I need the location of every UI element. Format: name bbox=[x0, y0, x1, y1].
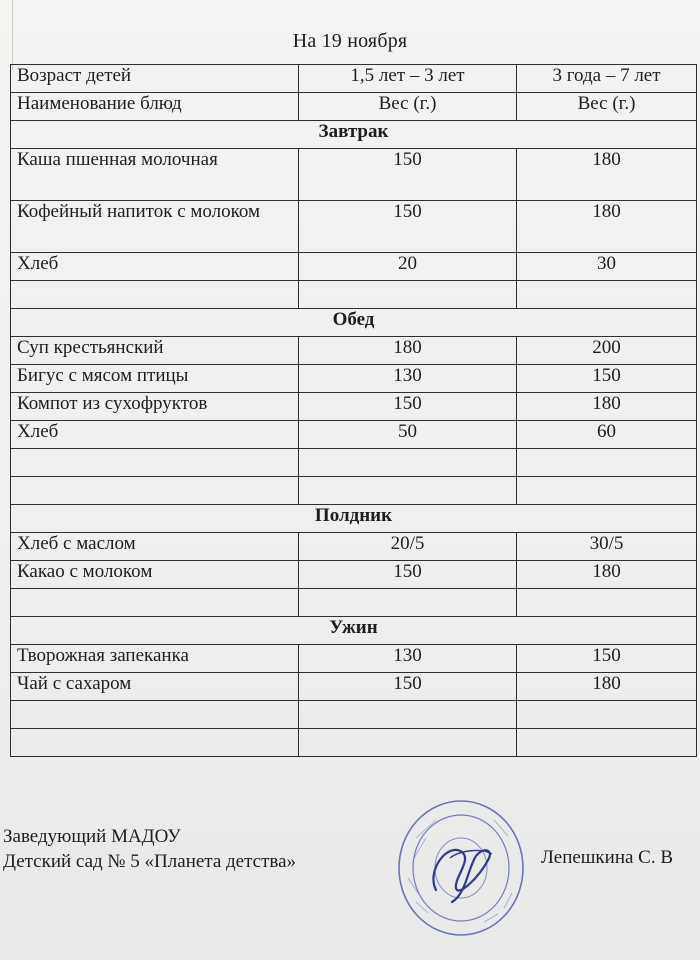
section-row bbox=[11, 617, 697, 645]
dish-row bbox=[11, 393, 697, 421]
weight-older-cell bbox=[517, 729, 697, 757]
dish-row bbox=[11, 477, 697, 505]
dish-name-cell: Компот из сухофруктов bbox=[11, 393, 299, 421]
dish-row bbox=[11, 673, 697, 701]
footer-signatory: Лепешкина С. В bbox=[541, 847, 674, 868]
weight-young-cell: 150 bbox=[299, 149, 517, 201]
weight-young-cell: 130 bbox=[299, 645, 517, 673]
weight-older-cell: 180 bbox=[517, 561, 697, 589]
header-label-cell: Возраст детей bbox=[11, 65, 299, 93]
section-row bbox=[11, 505, 697, 533]
weight-young-cell: 50 bbox=[299, 421, 517, 449]
header-label-cell: Наименование блюд bbox=[11, 93, 299, 121]
weight-young-cell: 150 bbox=[299, 561, 517, 589]
dish-row bbox=[11, 645, 697, 673]
weight-older-cell bbox=[517, 449, 697, 477]
weight-young-cell: 150 bbox=[299, 393, 517, 421]
dish-name-cell: Хлеб bbox=[11, 253, 299, 281]
dish-row bbox=[11, 729, 697, 757]
dish-name-cell: Бигус с мясом птицы bbox=[11, 365, 299, 393]
weight-older-cell: 60 bbox=[517, 421, 697, 449]
dish-row bbox=[11, 337, 697, 365]
weight-older-cell: 200 bbox=[517, 337, 697, 365]
weight-older-cell bbox=[517, 701, 697, 729]
dish-name-cell bbox=[11, 477, 299, 505]
dish-name-cell bbox=[11, 589, 299, 617]
section-title: Обед bbox=[11, 309, 697, 337]
header-row bbox=[11, 65, 697, 93]
dish-name-cell: Чай с сахаром bbox=[11, 673, 299, 701]
header-age-cell: Вес (г.) bbox=[517, 93, 697, 121]
weight-young-cell bbox=[299, 281, 517, 309]
dish-row bbox=[11, 561, 697, 589]
section-title: Ужин bbox=[11, 617, 697, 645]
dish-row bbox=[11, 421, 697, 449]
dish-name-cell: Какао с молоком bbox=[11, 561, 299, 589]
header-age-cell: 3 года – 7 лет bbox=[517, 65, 697, 93]
section-row bbox=[11, 309, 697, 337]
weight-older-cell bbox=[517, 589, 697, 617]
weight-young-cell bbox=[299, 701, 517, 729]
dish-name-cell: Каша пшенная молочная bbox=[11, 149, 299, 201]
dish-row bbox=[11, 281, 697, 309]
section-title: Завтрак bbox=[11, 121, 697, 149]
header-row bbox=[11, 93, 697, 121]
weight-young-cell bbox=[299, 729, 517, 757]
weight-older-cell: 180 bbox=[517, 393, 697, 421]
weight-young-cell: 20 bbox=[299, 253, 517, 281]
dish-name-cell: Хлеб bbox=[11, 421, 299, 449]
dish-row bbox=[11, 589, 697, 617]
weight-older-cell: 150 bbox=[517, 645, 697, 673]
round-seal-stamp bbox=[396, 798, 526, 938]
dish-row bbox=[11, 701, 697, 729]
weight-older-cell: 180 bbox=[517, 673, 697, 701]
footer-position-line2: Детский сад № 5 «Планета детства» bbox=[3, 851, 297, 872]
weight-older-cell bbox=[517, 281, 697, 309]
dish-name-cell bbox=[11, 729, 299, 757]
weight-older-cell: 180 bbox=[517, 201, 697, 253]
dish-name-cell: Кофейный напиток с молоком bbox=[11, 201, 299, 253]
dish-row bbox=[11, 149, 697, 201]
weight-older-cell bbox=[517, 477, 697, 505]
dish-row bbox=[11, 201, 697, 253]
weight-older-cell: 30/5 bbox=[517, 533, 697, 561]
page-title: На 19 ноября bbox=[292, 30, 408, 52]
dish-row bbox=[11, 533, 697, 561]
weight-young-cell: 180 bbox=[299, 337, 517, 365]
footer-position-line1: Заведующий МАДОУ bbox=[3, 826, 181, 847]
weight-young-cell bbox=[299, 589, 517, 617]
header-age-cell: 1,5 лет – 3 лет bbox=[299, 65, 517, 93]
weight-older-cell: 150 bbox=[517, 365, 697, 393]
weight-young-cell: 20/5 bbox=[299, 533, 517, 561]
section-row bbox=[11, 121, 697, 149]
weight-older-cell: 180 bbox=[517, 149, 697, 201]
dish-name-cell: Хлеб с маслом bbox=[11, 533, 299, 561]
dish-name-cell: Творожная запеканка bbox=[11, 645, 299, 673]
menu-table bbox=[10, 64, 697, 757]
dish-name-cell bbox=[11, 449, 299, 477]
weight-older-cell: 30 bbox=[517, 253, 697, 281]
dish-row bbox=[11, 253, 697, 281]
weight-young-cell: 130 bbox=[299, 365, 517, 393]
dish-name-cell bbox=[11, 701, 299, 729]
weight-young-cell: 150 bbox=[299, 201, 517, 253]
weight-young-cell bbox=[299, 477, 517, 505]
header-age-cell: Вес (г.) bbox=[299, 93, 517, 121]
weight-young-cell: 150 bbox=[299, 673, 517, 701]
dish-row bbox=[11, 365, 697, 393]
dish-row bbox=[11, 449, 697, 477]
weight-young-cell bbox=[299, 449, 517, 477]
dish-name-cell bbox=[11, 281, 299, 309]
section-title: Полдник bbox=[11, 505, 697, 533]
dish-name-cell: Суп крестьянский bbox=[11, 337, 299, 365]
